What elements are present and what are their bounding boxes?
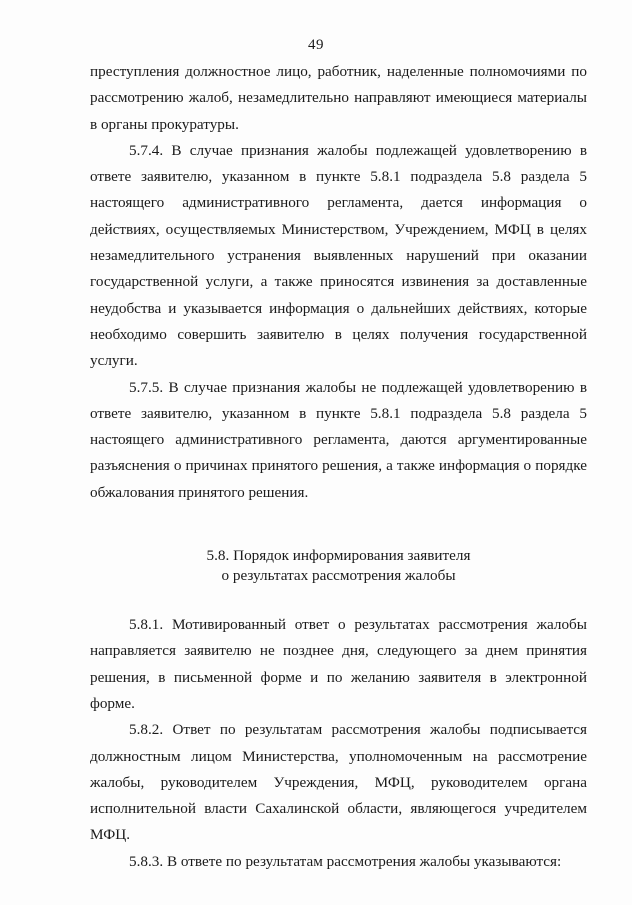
paragraph-5-8-2: 5.8.2. Ответ по результатам рассмотрения жалобы подписывается должностным лицом Министерства, уполномоченным на рассмотрение жалобы, руководителем Учреждения, МФЦ, руководителем органа исполнительной власти Сахалинской области, являющегося учредителем МФЦ.: [90, 721, 587, 844]
section-heading-line-2: о результатах рассмотрения жалобы: [221, 567, 456, 585]
page-number: 49: [308, 37, 324, 53]
paragraph-continuation: преступления должностное лицо, работник, наделенные полномочиями по рассмотрению жалоб, незамедлительно направляют имеющиеся материалы в органы прокуратуры.: [90, 63, 587, 133]
paragraph-5-7-4: 5.7.4. В случае признания жалобы подлежащей удовлетворению в ответе заявителю, указанном в пункте 5.8.1 подраздела 5.8 раздела 5 настоящего административного регламента, дается информация о действиях, осуществляемых Министерством, Учреждением, МФЦ в целях незамедлительного устранения выявленных нарушений при оказании государственной услуги, а также приносятся извинения за доставленные неудобства и указывается информация о дальнейших действиях, которые необходимо совершить заявителю в целях получения государственной услуги.: [90, 141, 587, 370]
paragraph-5-8-3: 5.8.3. В ответе по результатам рассмотрения жалобы указываются:: [129, 852, 562, 870]
section-heading-line-1: 5.8. Порядок информирования заявителя: [206, 547, 471, 565]
paragraph-5-8-1: 5.8.1. Мотивированный ответ о результатах рассмотрения жалобы направляется заявителю не позднее дня, следующего за днем принятия решения, в письменной форме и по желанию заявителя в электронной форме.: [90, 616, 587, 712]
paragraph-5-7-5: 5.7.5. В случае признания жалобы не подлежащей удовлетворению в ответе заявителю, указанном в пункте 5.8.1 подраздела 5.8 раздела 5 настоящего административного регламента, даются аргументированные разъяснения о причинах принятого решения, а также информация о порядке обжалования принятого решения.: [90, 378, 587, 501]
document-body: [90, 59, 587, 875]
section-heading: [90, 546, 587, 586]
